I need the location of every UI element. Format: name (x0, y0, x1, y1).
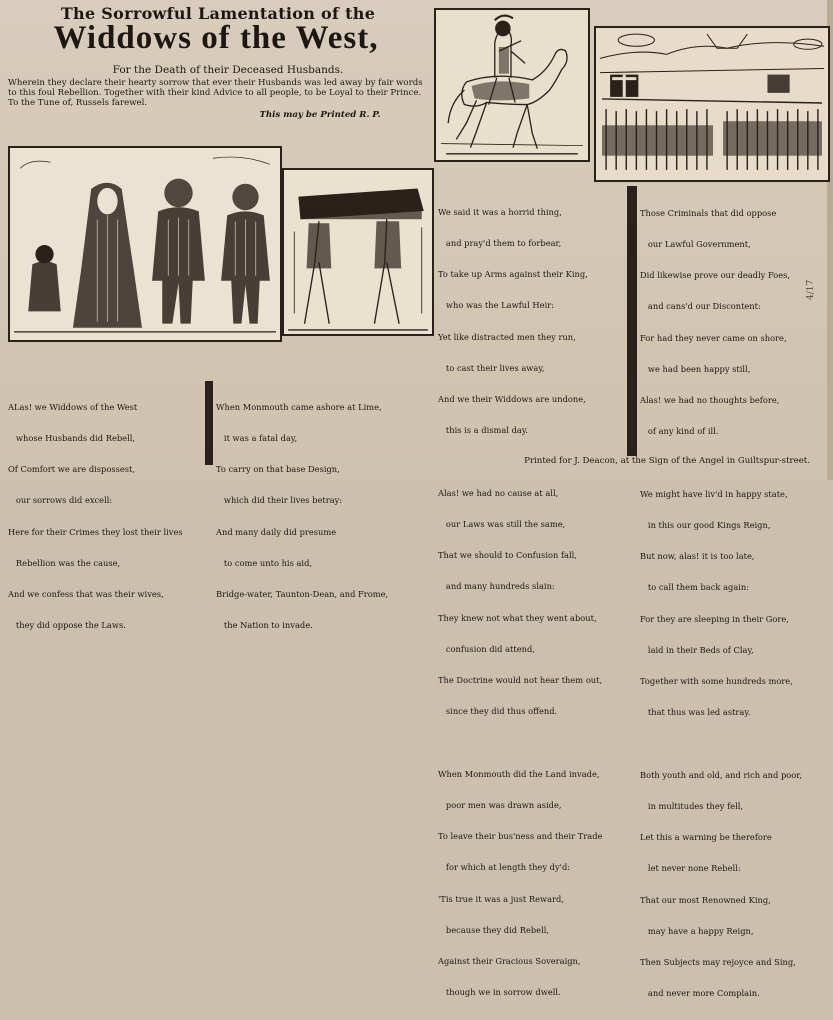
verse-line: To leave their bus'ness and their Trade (438, 831, 603, 842)
verse-line: for which at length they dy'd: (438, 862, 571, 873)
verse-line: laid in their Beds of Clay, (640, 644, 754, 655)
verse-line: who was the Lawful Heir: (438, 300, 554, 311)
verse-line: Did likewise prove our deadly Foes, (640, 270, 791, 281)
verse-line: which did their lives betray: (216, 495, 343, 506)
verse-line: to cast their lives away, (438, 362, 545, 373)
verse-line: Both youth and old, and rich and poor, (640, 769, 802, 780)
verse-line: We might have liv'd in happy state, (640, 488, 788, 499)
title-line-2: Widdows of the West, (53, 20, 379, 56)
verse-line: That our most Renowned King, (640, 894, 771, 905)
verse-line: confusion did attend, (438, 643, 535, 654)
verse-line: Let this a warning be therefore (640, 832, 772, 843)
verse-line: the Nation to invade. (216, 620, 313, 631)
woodcut-battle-image (594, 26, 830, 182)
verse-line: it was a fatal day, (216, 433, 298, 444)
verse-line: to call them back again: (640, 582, 750, 593)
verse-line: they did oppose the Laws. (8, 620, 126, 631)
verse-line (438, 738, 602, 748)
verse-line: Those Criminals that did oppose (640, 207, 777, 218)
verse-line: And we their Widdows are undone, (438, 394, 586, 405)
verse-line: to come unto his aid, (216, 557, 313, 568)
verse-line: That we should to Confusion fall, (438, 550, 577, 561)
title-line-1: The Sorrowful Lamentation of the (60, 4, 376, 23)
verse-line: this is a dismal day. (438, 425, 529, 436)
verse-line: of any kind of ill. (640, 426, 719, 437)
verse-column-right-b (640, 187, 802, 1020)
verse-line: let never none Rebell: (640, 863, 741, 874)
column-divider-rule (627, 186, 637, 456)
verse-line: We said it was a horrid thing, (438, 206, 562, 217)
verse-line: our sorrows did excell: (8, 495, 113, 506)
verse-line: For they are sleeping in their Gore, (640, 613, 789, 624)
verse-line: our Lawful Government, (640, 239, 751, 250)
verse-line: in this our good Kings Reign, (640, 520, 771, 530)
verse-line: To take up Arms against their King, (438, 269, 588, 280)
verse-line: though we in sorrow dwell. (438, 987, 561, 998)
verse-line: may have a happy Reign, (640, 925, 754, 936)
verse-line: poor men was drawn aside, (438, 799, 562, 810)
verse-line: And we confess that was their wives, (8, 589, 164, 600)
verse-line: But now, alas! it is too late, (640, 551, 755, 562)
verse-line: Yet like distracted men they run, (438, 331, 576, 342)
subtitle-text: Wherein they declare their hearty sorrow that ever their Husbands was led away by fair words to this foul Rebellion. Together with their kind Advice to all people, to be Loyal to their Prince. To the Tune of, Russels farewel. (8, 78, 423, 108)
handwritten-margin-note: 4/17 (806, 279, 816, 300)
verse-line: and pray'd them to forbear, (438, 238, 562, 249)
verse-line: our Laws was still the same, (438, 519, 566, 529)
verse-line: that thus was led astray. (640, 707, 751, 718)
verse-line: For had they never came on shore, (640, 332, 787, 343)
woodcut-horseman-image (434, 8, 590, 162)
verse-line: And many daily did presume (216, 526, 337, 537)
verse-line: ALas! we Widdows of the West (8, 401, 138, 412)
woodcut-coffin-bearers-image (282, 168, 434, 336)
verse-line: and never more Complain. (640, 988, 760, 999)
verse-line: we had been happy still, (640, 363, 751, 374)
verse-line: whose Husbands did Rebell, (8, 433, 136, 444)
verse-column-right-a (438, 186, 602, 1019)
verse-line: When Monmouth came ashore at Lime, (216, 401, 382, 412)
verse-line: and cans'd our Discontent: (640, 301, 761, 312)
verse-line: Rebellion was the cause, (8, 557, 121, 568)
verse-line: Of Comfort we are dispossest, (8, 464, 136, 475)
verse-line: Then Subjects may rejoyce and Sing, (640, 957, 796, 968)
verse-line: Against their Gracious Soveraign, (438, 956, 581, 967)
verse-line (640, 739, 802, 749)
verse-line: and many hundreds slain: (438, 581, 555, 592)
verse-line: To carry on that base Design, (216, 464, 340, 475)
title-line-3: For the Death of their Deceased Husbands. (112, 64, 344, 76)
woodcut-widows-image (8, 146, 282, 342)
verse-line: Here for their Crimes they lost their lives (8, 526, 183, 537)
verse-line: They knew not what they went about, (438, 612, 597, 623)
license-line: This may be Printed R. P. (259, 110, 381, 120)
verse-column-left-a (8, 381, 183, 652)
printer-colophon: Printed for J. Deacon, at the Sign of the Angel in Guiltspur-street. (524, 456, 810, 466)
verse-line: Bridge-water, Taunton-Dean, and Frome, (216, 589, 389, 600)
verse-line: Alas! we had no cause at all, (438, 487, 559, 498)
verse-line: since they did thus offend. (438, 706, 558, 717)
verse-line: Alas! we had no thoughts before, (640, 395, 780, 406)
verse-line: because they did Rebell, (438, 924, 550, 935)
verse-line: When Monmouth did the Land invade, (438, 768, 600, 779)
verse-line: The Doctrine would not hear them out, (438, 675, 603, 686)
verse-column-left-b (216, 381, 388, 652)
verse-line: Together with some hundreds more, (640, 676, 793, 687)
verse-line: in multitudes they fell, (640, 800, 744, 811)
column-divider-rule (205, 381, 213, 465)
verse-line: 'Tis true it was a just Reward, (438, 893, 564, 904)
